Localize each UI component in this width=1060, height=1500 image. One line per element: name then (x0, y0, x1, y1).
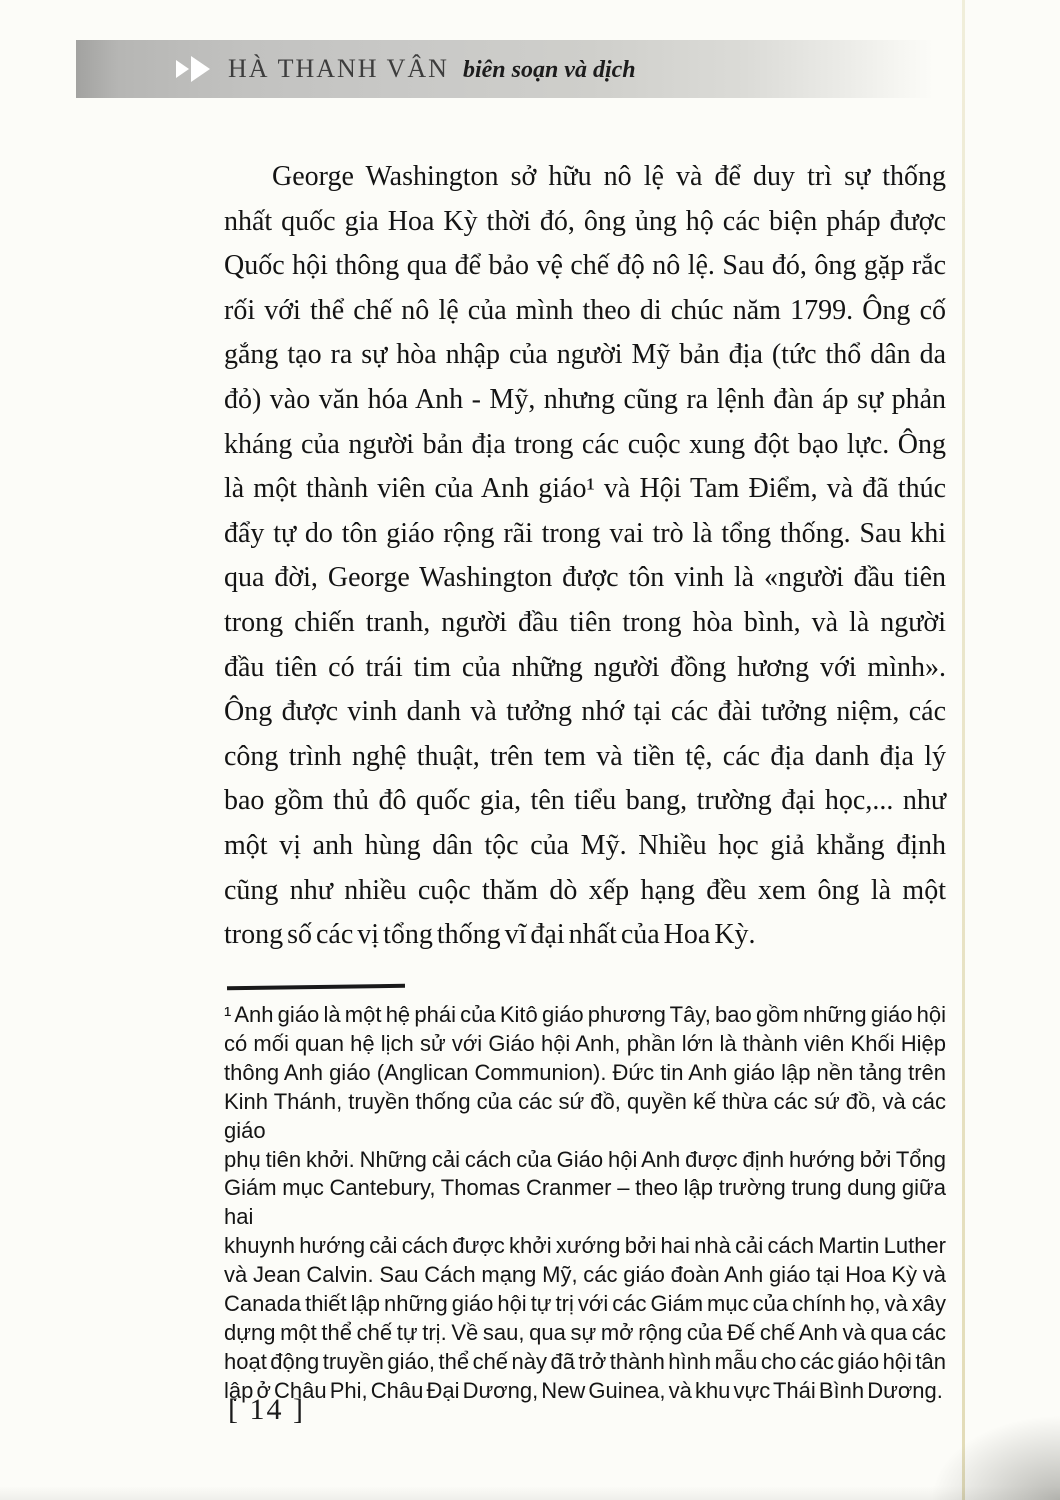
footnote-line: dựng một thể chế tự trị. Về sau, qua sự mở rộng của Đế chế Anh và qua các (224, 1319, 946, 1345)
bottom-shade-artifact (0, 1486, 1060, 1500)
header-author-name: HÀ THANH VÂN (228, 54, 449, 83)
page-edge-artifact (962, 0, 965, 1500)
footnote-line: Canada thiết lập những giáo hội tự trị với các Giám mục của chính họ, và xây (224, 1291, 946, 1317)
body-text-line: rối với thể chế nô lệ của mình theo di chúc năm 1799. Ông cố (224, 294, 946, 326)
body-text-line: công trình nghệ thuật, trên tem và tiền tệ, các địa danh địa lý (224, 740, 946, 772)
footnote-line: thông Anh giáo (Anglican Communion). Đức tin Anh giáo lập nền tảng trên (224, 1059, 946, 1085)
body-text-line: George Washington sở hữu nô lệ và để duy trì sự thống (272, 161, 946, 192)
body-text-line: qua đời, George Washington được tôn vinh là «người đầu tiên (224, 562, 946, 594)
body-text-line: Quốc hội thông qua để bảo vệ chế độ nô lệ. Sau đó, ông gặp rắc (224, 250, 946, 282)
body-text-line: đỏ) vào văn hóa Anh - Mỹ, nhưng cũng ra lệnh đàn áp sự phản (224, 383, 946, 415)
body-text-line: trong số các vị tổng thống vĩ đại nhất của Hoa Kỳ. (224, 919, 756, 951)
running-header (76, 40, 934, 98)
footnote-line: Kinh Thánh, truyền thống của các sứ đồ, quyền kế thừa các sứ đồ, và các giáo (224, 1088, 946, 1143)
double-arrow-icon (176, 56, 210, 82)
footnote-line: có mối quan hệ lịch sử với Giáo hội Anh, phần lớn là thành viên Khối Hiệp (224, 1030, 946, 1056)
footnote-line: phụ tiên khởi. Những cải cách của Giáo hội Anh được định hướng bởi Tổng (224, 1146, 946, 1172)
body-text-line: nhất quốc gia Hoa Kỳ thời đó, ông ủng hộ các biện pháp được (224, 205, 946, 237)
footnote-line: ¹ Anh giáo là một hệ phái của Kitô giáo phương Tây, bao gồm những giáo hội (224, 1002, 946, 1027)
body-text-line: đẩy tự do tôn giáo rộng rãi trong vai trò là tổng thống. Sau khi (224, 517, 946, 549)
header-subtitle: biên soạn và dịch (462, 57, 636, 83)
body-text-line: cũng như nhiều cuộc thăm dò xếp hạng đều xem ông là một (224, 874, 946, 906)
footnote-line: Giám mục Cantebury, Thomas Cranmer – theo lập trường trung dung giữa hai (224, 1175, 946, 1230)
body-text-line: gắng tạo ra sự hòa nhập của người Mỹ bản địa (tức thổ dân da (224, 339, 946, 371)
page-number: [ 14 ] (228, 1393, 305, 1426)
footnote-line: và Jean Calvin. Sau Cách mạng Mỹ, các giáo đoàn Anh giáo tại Hoa Kỳ và (224, 1262, 946, 1288)
body-text-line: đầu tiên có trái tim của những người đồng hương với mình». (224, 651, 946, 683)
body-text-line: Ông được vinh danh và tưởng nhớ tại các đài tưởng niệm, các (224, 696, 946, 728)
body-text-line: trong chiến tranh, người đầu tiên trong hòa bình, và là người (224, 606, 946, 638)
body-text-line: bao gồm thủ đô quốc gia, tên tiểu bang, trường đại học,... như (224, 785, 946, 817)
footnote-divider (227, 984, 405, 990)
footnote-line: lập ở Châu Phi, Châu Đại Dương, New Guinea, và khu vực Thái Bình Dương. (224, 1377, 943, 1403)
play-arrow-large-icon (191, 56, 210, 82)
footnote-line: hoạt động truyền giáo, thể chế này đã trở thành hình mẫu cho các giáo hội tân (224, 1348, 946, 1374)
header-text (228, 54, 636, 84)
body-text-line: một vị anh hùng dân tộc của Mỹ. Nhiều học giả khẳng định (224, 829, 946, 861)
body-paragraph (224, 155, 946, 958)
play-arrow-small-icon (176, 60, 189, 78)
footnote (224, 1001, 946, 1406)
footnote-line: khuynh hướng cải cách được khởi xướng bởi hai nhà cải cách Martin Luther (224, 1233, 946, 1259)
body-text-line: kháng của người bản địa trong các cuộc xung đột bạo lực. Ông (224, 428, 946, 460)
body-text-line: là một thành viên của Anh giáo¹ và Hội Tam Điểm, và đã thúc (224, 473, 946, 505)
